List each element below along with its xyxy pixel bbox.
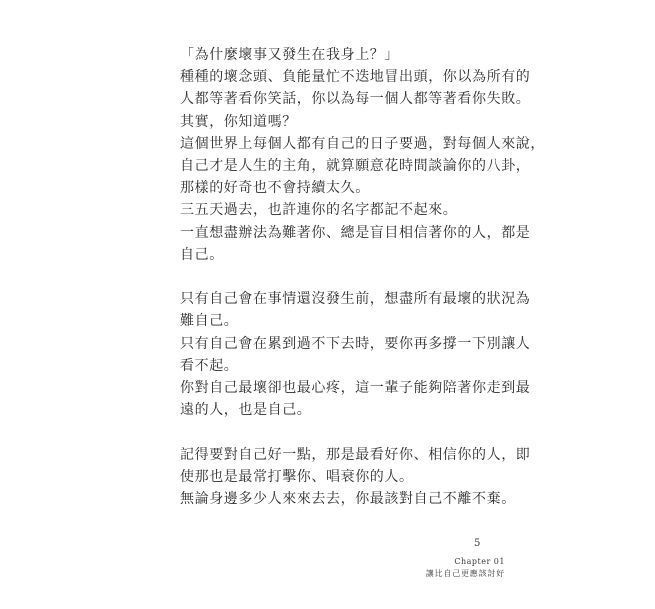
text-line: 你對自己最壞卻也最心疼，這一輩子能夠陪著你走到最 xyxy=(180,380,531,397)
text-line: 人都等著看你笑話，你以為每一個人都等著看你失敗。 xyxy=(180,91,531,108)
paragraph-gap xyxy=(180,266,520,288)
text-line: 看不起。 xyxy=(180,357,239,374)
text-line: 自己。 xyxy=(180,246,224,263)
chapter-title: 讓比自己更應該討好 xyxy=(425,569,505,578)
text-line: 「為什麼壞事又發生在我身上？」 xyxy=(180,47,399,63)
text-line: 其實，你知道嗎？ xyxy=(180,113,297,130)
text-line: 這個世界上每個人都有自己的日子要過，對每個人來說， xyxy=(180,135,545,152)
paragraph-gap xyxy=(180,421,520,443)
text-line: 記得要對自己好一點，那是最看好你、相信你的人，即 xyxy=(180,446,531,463)
text-line: 難自己。 xyxy=(180,313,239,330)
chapter-label: Chapter 01 xyxy=(454,557,505,566)
page-body xyxy=(180,44,545,510)
text-line: 種種的壞念頭、負能量忙不迭地冒出頭，你以為所有的 xyxy=(180,69,531,86)
text-line: 自己才是人生的主角，就算願意花時間談論你的八卦， xyxy=(180,158,531,175)
text-line: 使那也是最常打擊你、唱衰你的人。 xyxy=(180,468,414,485)
text-line: 無論身邊多少人來來去去，你最該對自己不離不棄。 xyxy=(180,491,516,508)
text-line: 遠的人，也是自己。 xyxy=(180,402,312,419)
text-line: 只有自己會在累到過不下去時，要你再多撐一下別讓人 xyxy=(180,335,531,352)
text-line: 那樣的好奇也不會持續太久。 xyxy=(180,180,370,197)
text-line: 三五天過去，也許連你的名字都記不起來。 xyxy=(180,202,458,219)
page-number: 5 xyxy=(474,538,481,549)
text-line: 一直想盡辦法為難著你、總是盲目相信著你的人，都是 xyxy=(180,224,531,241)
text-line: 只有自己會在事情還沒發生前，想盡所有最壞的狀況為 xyxy=(180,291,531,308)
